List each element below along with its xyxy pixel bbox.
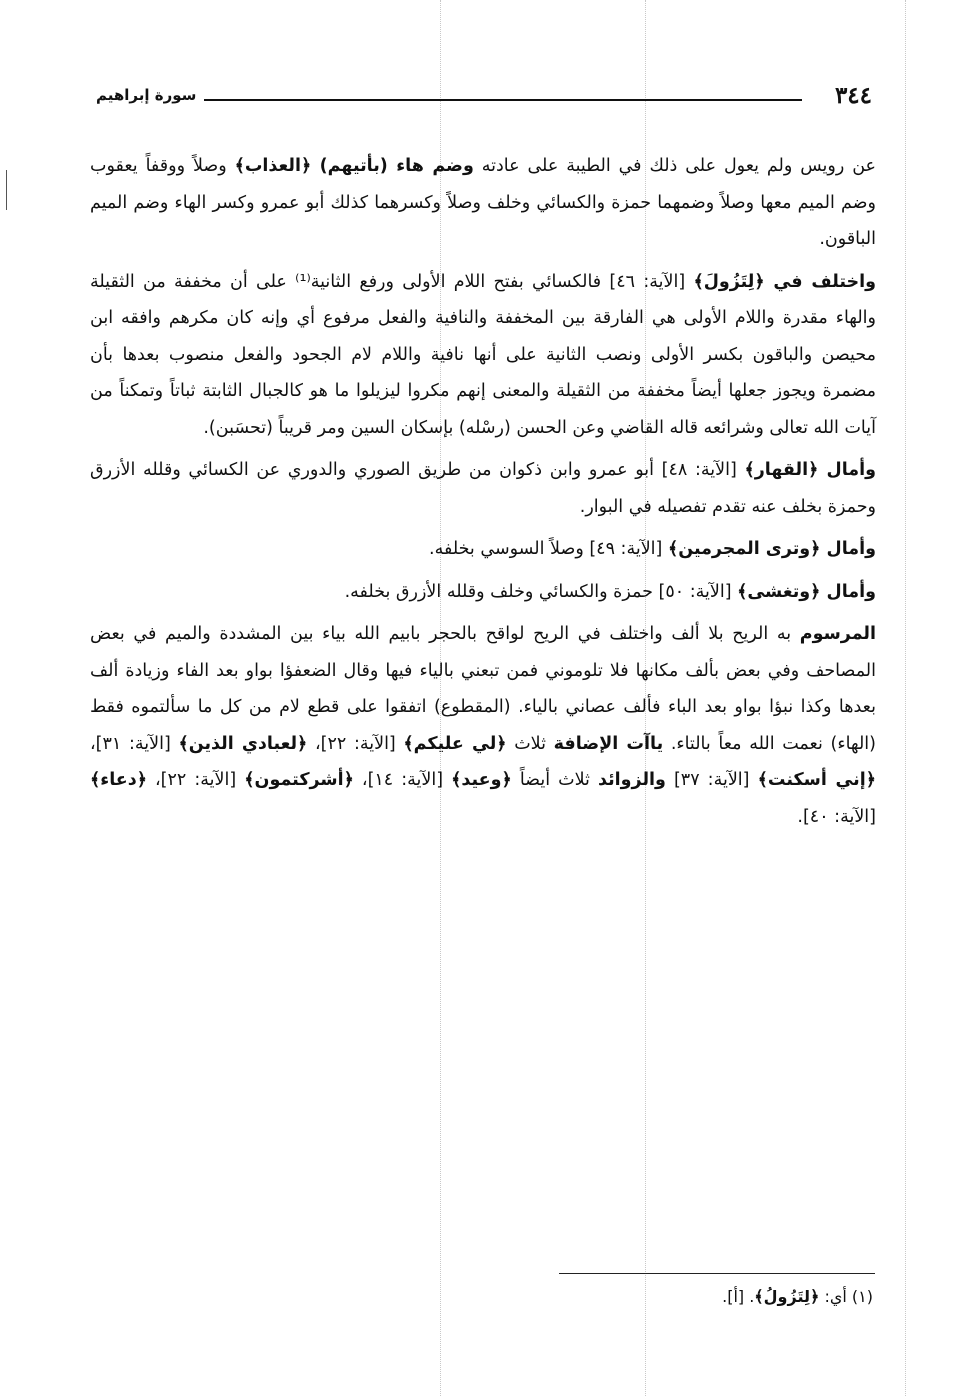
footnote xyxy=(373,1284,873,1310)
bold-text-segment: وضم هاء (بأتيهم) ﴿العذاب﴾ xyxy=(234,156,474,176)
bold-text-segment: ﴿لعبادي الذين﴾ xyxy=(178,733,308,754)
text-segment: [الآية: ٤٦] فالكسائي بفتح اللام الأولى ورفع الثانية⁽¹⁾ على أن مخففة من الثقيلة والهاء مقدرة واللام الأولى هي الفارقة بين المخففة والنافية والفعل مرفوع أي وإنه كان مكرهم وافقه ابن محيصن والباقون بكسر الأولى ونصب الثانية على أنها نافية واللام لام الجحود والفعل منصوب بعدها بأن مضمرة ويجوز جعلها أيضاً مخففة من الثقيلة والمعنى إنهم مكروا ليزيلوا ما هو كالجبال الثابتة ثباتاً وتمكناً من آيات الله تعالى وشرائعه قاله القاضي وعن الحسن (رسْله) بإسكان السين ومر قريباً (تحسَبن). xyxy=(90,271,876,438)
bold-text-segment: ﴿لي عليكم﴾ xyxy=(403,733,507,754)
page-header xyxy=(96,82,872,112)
bold-text-segment: وأمال ﴿وتغشى﴾ xyxy=(737,581,876,602)
bold-text-segment: ﴿إني أسكنت﴾ xyxy=(757,770,876,790)
main-text xyxy=(90,148,876,835)
text-segment: [الآية: ٤٩] وصلاً السوسي بخلفه. xyxy=(429,539,668,559)
text-segment: به الريح بلا ألف واختلف في الريح لواقح بالحجر بابيم الله بياء بين المشددة والميم في بعض المصاحف وفي بعض بألف مكانها فلا تلوموني فمن تبعني بالياء فيها وقال الضعفؤا بواو بعد الفاء وزيادة ألف بعدها وكذا نبؤا بواو بعد الباء فألف عصاني بالياء. (المقطوع) اتفقوا على قطع لام من كل ما سألتموه فقط (الهاء) نعمت الله معاً بالتاء. xyxy=(90,624,876,754)
paragraph xyxy=(90,616,876,835)
footnote-separator xyxy=(559,1273,875,1274)
bold-text-segment: والزوائد xyxy=(598,770,666,790)
text-segment: (١) أي: xyxy=(819,1287,873,1306)
text-segment: [الآية: ٢٢]، xyxy=(307,733,404,754)
bold-text-segment: ﴿لِتَزُولُ﴾ xyxy=(754,1287,820,1306)
header-rule xyxy=(204,99,802,101)
text-segment: [الآية: ١٤]، xyxy=(353,770,452,790)
scan-edge-mark xyxy=(6,170,7,210)
paragraph xyxy=(90,574,876,611)
text-segment: [الآية: ٤٨] أبو عمرو وابن ذكوان من طريق الصوري والدوري عن الكسائي وقلله الأزرق وحمزة بخلف عنه تقدم تفصيله في البوار. xyxy=(90,460,876,517)
running-title: سورة إبراهيم xyxy=(96,86,197,104)
paragraph xyxy=(90,452,876,525)
paragraph xyxy=(90,264,876,447)
bold-text-segment: المرسوم xyxy=(799,624,876,644)
bold-text-segment: واختلف في ﴿لِتَزُولَ﴾ xyxy=(693,271,876,292)
paragraph xyxy=(90,148,876,258)
bold-text-segment: ﴿دعاء﴾ xyxy=(90,770,147,790)
text-segment: [الآية: ٢٢]، xyxy=(146,770,245,790)
text-segment: وصلاً ووقفاً يعقوب وضم الميم معها وصلاً وضمهما حمزة والكسائي وخلف وصلاً وكسرهما كذلك أبو عمرو وكسر الهاء وضم الميم الباقون. xyxy=(90,156,876,249)
bold-text-segment: ﴿أشركتمون﴾ xyxy=(244,770,354,790)
scan-artifact-line xyxy=(905,0,906,1396)
text-segment: ثلاث أيضاً xyxy=(511,770,598,790)
text-segment: [الآية: ٥٠] حمزة والكسائي وخلف وقلله الأزرق بخلفه. xyxy=(344,581,738,602)
bold-text-segment: وأمال ﴿القهار﴾ xyxy=(744,460,876,480)
bold-text-segment: ﴿وعيد﴾ xyxy=(451,770,512,790)
bold-text-segment: وأمال ﴿وترى المجرمين﴾ xyxy=(667,539,876,559)
text-segment: [الآية: ٣٧] xyxy=(665,770,758,790)
page-number: ٣٤٤ xyxy=(834,82,872,109)
bold-text-segment: ياآت الإضافة xyxy=(553,733,664,754)
text-segment: . [أ]. xyxy=(722,1287,755,1306)
paragraph xyxy=(90,531,876,568)
text-segment: [الآية: ٤٠]. xyxy=(797,806,876,827)
text-segment: ثلاث xyxy=(506,733,554,754)
text-segment: عن رويس ولم يعول على ذلك في الطيبة على عادته xyxy=(473,156,876,176)
text-segment: [الآية: ٣١]، xyxy=(90,733,179,754)
